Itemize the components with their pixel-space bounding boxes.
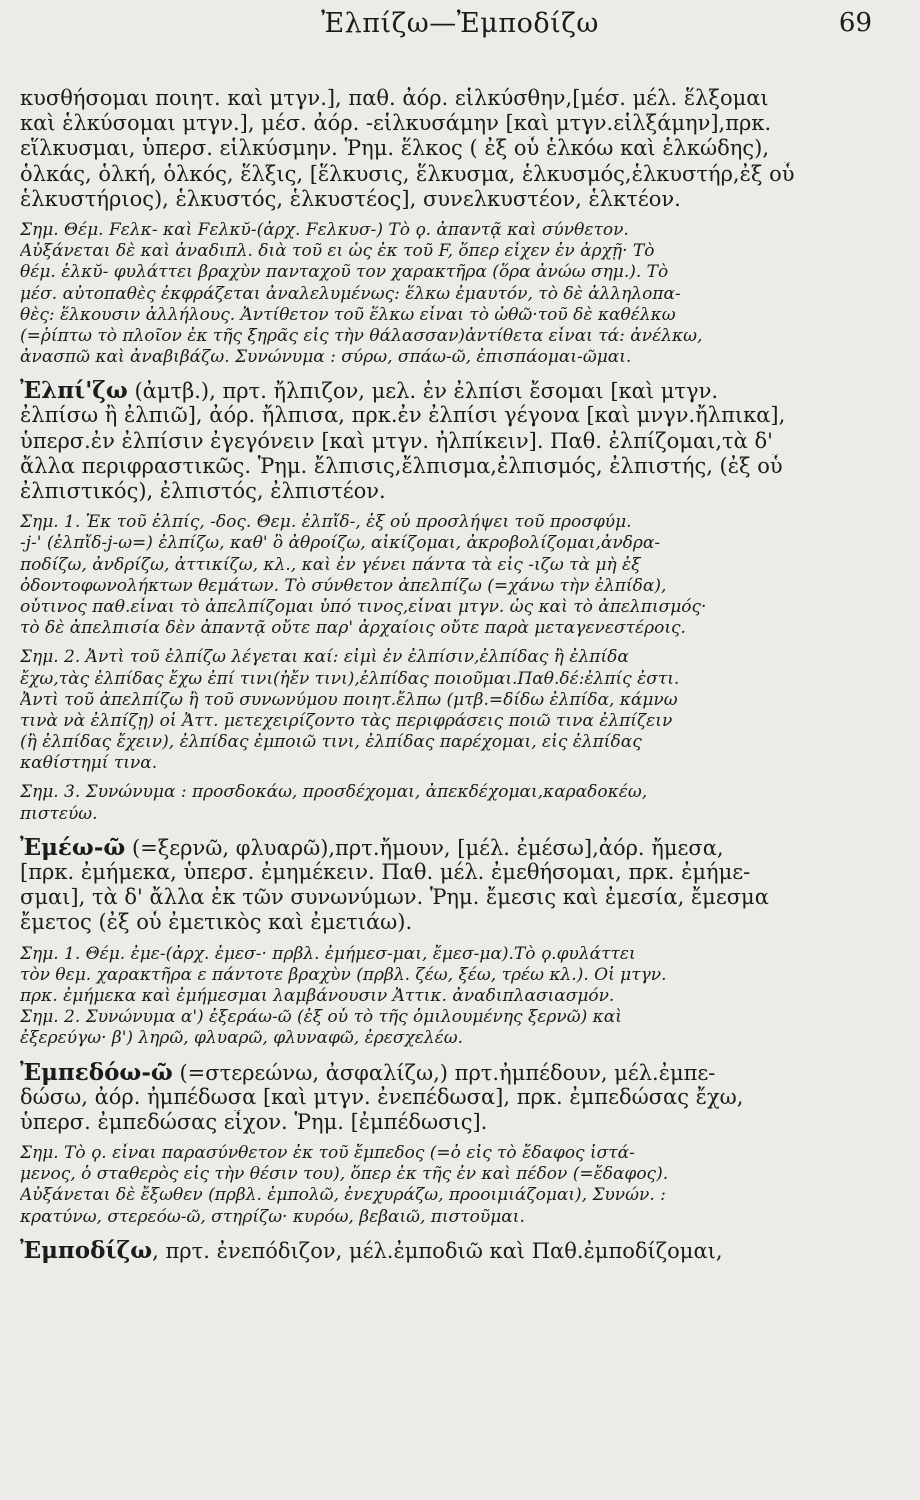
- text-line: ἄλλα περιφραστικῶς. Ῥημ. ἔλπισις,ἔλπισμα,ἐλπισμός, ἐλπιστής, (ἐξ οὗ: [20, 453, 783, 478]
- text-line: ποδίζω, ἀνδρίζω, ἀττικίζω, κλ., καὶ ἐν γένει πάντα τὰ εἰς -ιζω τὰ μὴ ἐξ: [20, 554, 641, 575]
- entry-text: (ἀμτβ.), πρτ. ἤλπιζον, μελ. ἐν ἐλπίσι ἔσομαι [καὶ μτγν.: [127, 379, 719, 404]
- text-line: οὗτινος παθ.εἶναι τὸ ἀπελπίζομαι ὑπό τινος,εἶναι μτγν. ὡς καὶ τὸ ἀπελπισμός·: [20, 596, 707, 617]
- running-header: Ἐλπίζω—Ἐμποδίζω: [321, 8, 599, 39]
- spacer: [20, 1050, 850, 1060]
- spacer: [20, 212, 850, 220]
- page-number: 69: [838, 8, 872, 38]
- text-line: Αὐξάνεται δὲ ἔξωθεν (πρβλ. ἐμπολῶ, ἐνεχυράζω, προοιμιάζομαι), Συνών. :: [20, 1185, 666, 1206]
- headword: Ἐμέω-ῶ: [20, 834, 126, 860]
- text-line: -j-' (ἐλπἴδ-j-ω=) ἐλπίζω, καθ' ὃ ἀθροίζω, αἰκίζομαι, ἀκροβολίζομαι,ἀνδρα-: [20, 533, 661, 554]
- text-line: μέσ. αὐτοπαθὲς ἐκφράζεται ἀναλελυμένως: ἕλκω ἐμαυτόν, τὸ δὲ ἀλληλοπα-: [20, 283, 681, 304]
- text-line: καθίστημί τινα.: [20, 753, 158, 774]
- spacer: [20, 639, 850, 647]
- note-paragraph: [20, 647, 850, 774]
- text-line: τὸ δὲ ἀπελπισία δὲν ἀπαντᾷ οὔτε παρ' ἀρχαίοις οὔτε παρὰ μεταγενεστέροις.: [20, 618, 686, 639]
- text-line: καὶ ἑλκύσομαι μτγν.], μέσ. ἀόρ. -εἱλκυσάμην [καὶ μτγν.εἱλξάμην],πρκ.: [20, 111, 772, 136]
- dictionary-entry: [20, 378, 850, 504]
- text-line: (=ῥίπτω τὸ πλοῖον ἐκ τῆς ξηρᾶς εἰς τὴν θάλασσαν)ἀντίθετα εἶναι τά: ἀνέλκω,: [20, 325, 703, 346]
- headword: Ἐλπί'ζω: [20, 378, 128, 404]
- text-line: ἐλπιστικός), ἐλπιστός, ἐλπιστέον.: [20, 479, 386, 503]
- text-line: τινὰ νὰ ἐλπίζῃ) οἱ Ἀττ. μετεχειρίζοντο τὰς περιφράσεις ποιῶ τινα ἐλπίζειν: [20, 710, 673, 731]
- dictionary-entry: [20, 1060, 850, 1136]
- text-line: κυσθήσομαι ποιητ. καὶ μτγν.], παθ. ἀόρ. εἱλκύσθην,[μέσ. μέλ. ἕλξομαι: [20, 86, 769, 110]
- text-line: θέμ. ἑλκῠ- φυλάττει βραχὺν πανταχοῦ τον χαρακτῆρα (ὅρα ἀνώω σημ.). Τὸ: [20, 262, 669, 283]
- spacer: [20, 368, 850, 378]
- text-line: Ἀντὶ τοῦ ἀπελπίζω ἢ τοῦ συνωνύμου ποιητ.ἔλπω (μτβ.=δίδω ἐλπίδα, κάμνω: [20, 689, 678, 710]
- spacer: [20, 774, 850, 782]
- text-line: ὀδοντοφωνολήκτων θεμάτων. Τὸ σύνθετον ἀπελπίζω (=χάνω τὴν ἐλπίδα),: [20, 575, 667, 596]
- text-line: ὑπερσ.ἐν ἐλπίσιν ἐγεγόνειν [καὶ μτγν. ἠλπίκειν]. Παθ. ἐλπίζομαι,τὰ δ': [20, 428, 773, 453]
- dictionary-text: [20, 86, 850, 1263]
- text-line: κρατύνω, στερεόω-ῶ, στηρίζω· κυρόω, βεβαιῶ, πιστοῦμαι.: [20, 1206, 525, 1227]
- text-line: ἔχω,τὰς ἐλπίδας ἔχω ἐπί τινι(ἠἔν τινι),ἐλπίδας ποιοῦμαι.Παθ.δέ:ἐλπίς ἐστι.: [20, 668, 680, 689]
- text-line: ἑλκυστήριος), ἑλκυστός, ἑλκυστέος], συνελκυστέον, ἑλκτέον.: [20, 186, 681, 211]
- text-line: μενος, ὁ σταθερὸς εἰς τὴν θέσιν του), ὅπερ ἐκ τῆς ἐν καὶ πέδον (=ἔδαφος).: [20, 1164, 669, 1185]
- text-line: Σημ. Τὸ ϙ. εἶναι παρασύνθετον ἐκ τοῦ ἔμπεδος (=ὁ εἰς τὸ ἔδαφος ἱστά-: [20, 1143, 635, 1164]
- entry-first-line: [20, 1060, 850, 1085]
- headword: Ἐμποδίζω: [20, 1237, 153, 1263]
- spacer: [20, 504, 850, 512]
- text-line: θὲς: ἕλκουσιν ἀλλήλους. Ἀντίθετον τοῦ ἕλκω εἶναι τὸ ὠθῶ·τοῦ δὲ καθέλκω: [20, 304, 676, 325]
- text-line: σμαι], τὰ δ' ἄλλα ἐκ τῶν συνωνύμων. Ῥημ. ἔμεσις καὶ ἐμεσία, ἔμεσμα: [20, 885, 769, 910]
- text-line: Σημ. 1. Ἐκ τοῦ ἐλπίς, -δος. Θεμ. ἐλπἴδ-, ἐξ οὗ προσλήψει τοῦ προσφύμ.: [20, 512, 632, 533]
- text-line: (ἢ ἐλπίδας ἔχειν), ἐλπίδας ἐμποιῶ τινι, ἐλπίδας παρέχομαι, εἰς ἐλπίδας: [20, 732, 642, 753]
- text-line: [πρκ. ἐμήμεκα, ὑπερσ. ἐμημέκειν. Παθ. μέλ. ἐμεθήσομαι, πρκ. ἐμήμε-: [20, 860, 751, 884]
- note-paragraph: [20, 1143, 850, 1228]
- text-line: πρκ. ἐμήμεκα καὶ ἐμήμεσμαι λαμβάνουσιν Ἀττικ. ἀναδιπλασιασμόν.: [20, 985, 615, 1006]
- entry-first-line: [20, 835, 850, 860]
- text-line: ἀνασπῶ καὶ ἀναβιβάζω. Συνώνυμα : σύρω, σπάω-ῶ, ἐπισπάομαι-ῶμαι.: [20, 347, 632, 368]
- text-line: ἐξερεύγω· β') ληρῶ, φλυαρῶ, φλυναφῶ, ἐρεσχελέω.: [20, 1028, 464, 1049]
- text-line: ἔμετος (ἐξ οὗ ἐμετικὸς καὶ ἐμετιάω).: [20, 910, 413, 935]
- text-line: Σημ. 2. Ἀντὶ τοῦ ἐλπίζω λέγεται καί: εἰμὶ ἐν ἐλπίσιν,ἐλπίδας ἢ ἐλπίδα: [20, 647, 629, 668]
- note-paragraph: [20, 512, 850, 639]
- text-line: πιστεύω.: [20, 803, 98, 824]
- text-line: Σημ. 3. Συνώνυμα : προσδοκάω, προσδέχομαι, ἀπεκδέχομαι,καραδοκέω,: [20, 782, 648, 803]
- body-paragraph: [20, 86, 850, 212]
- text-line: ὑπερσ. ἐμπεδώσας εἶχον. Ῥημ. [ἐμπέδωσις].: [20, 1109, 488, 1134]
- spacer: [20, 1135, 850, 1143]
- spacer: [20, 825, 850, 835]
- text-line: ὁλκάς, ὁλκή, ὁλκός, ἕλξις, [ἕλκυσις, ἕλκυσμα, ἑλκυσμός,ἑλκυστήρ,ἐξ οὗ: [20, 161, 795, 186]
- note-paragraph: [20, 220, 850, 368]
- entry-first-line: [20, 1238, 850, 1263]
- text-line: εἵλκυσμαι, ὑπερσ. εἱλκύσμην. Ῥημ. ἕλκος ( ἐξ οὗ ἑλκόω καὶ ἑλκώδης),: [20, 136, 769, 161]
- text-line: ἐλπίσω ἢ ἐλπιῶ], ἀόρ. ἤλπισα, πρκ.ἐν ἐλπίσι γέγονα [καὶ μνγν.ἤλπικα],: [20, 403, 786, 428]
- text-line: Αὐξάνεται δὲ καὶ ἀναδιπλ. διὰ τοῦ ει ὡς ἐκ τοῦ F, ὅπερ εἶχεν ἐν ἀρχῇ· Τὸ: [20, 241, 655, 262]
- spacer: [20, 936, 850, 944]
- text-line: Σημ. Θέμ. Fελκ- καὶ Fελκῠ-(ἀρχ. Fελκυσ-) Τὸ ϙ. ἀπαντᾷ καὶ σύνθετον.: [20, 219, 629, 240]
- dictionary-entry: [20, 835, 850, 936]
- text-line: Σημ. 2. Συνώνυμα α') ἐξεράω-ῶ (ἐξ οὗ τὸ τῆς ὁμιλουμένης ξερνῶ) καὶ: [20, 1007, 622, 1028]
- spacer: [20, 1228, 850, 1238]
- entry-text: (=ξερνῶ, φλυαρῶ),πρτ.ἤμουν, [μέλ. ἐμέσω],ἀόρ. ἤμεσα,: [125, 835, 724, 860]
- text-line: Σημ. 1. Θέμ. ἐμε-(ἀρχ. ἐμεσ-· πρβλ. ἐμήμεσ-μαι, ἔμεσ-μα).Τὸ ϙ.φυλάττει: [20, 943, 636, 964]
- text-line: τὸν θεμ. χαρακτῆρα ε πάντοτε βραχὺν (πρβλ. ζέω, ξέω, τρέω κλ.). Οἱ μτγν.: [20, 964, 667, 985]
- note-paragraph: [20, 944, 850, 1050]
- entry-text: (=στερεώνω, ἀσφαλίζω,) πρτ.ἠμπέδουν, μέλ.ἐμπε-: [172, 1060, 716, 1085]
- headword: Ἐμπεδόω-ῶ: [20, 1059, 173, 1085]
- text-line: δώσω, ἀόρ. ἠμπέδωσα [καὶ μτγν. ἐνεπέδωσα], πρκ. ἐμπεδώσας ἔχω,: [20, 1084, 744, 1109]
- entry-text: , πρτ. ἐνεπόδιζον, μέλ.ἐμποδιῶ καὶ Παθ.ἐμποδίζομαι,: [152, 1238, 723, 1263]
- note-paragraph: [20, 782, 850, 824]
- entry-first-line: [20, 378, 850, 403]
- dictionary-entry: [20, 1238, 850, 1263]
